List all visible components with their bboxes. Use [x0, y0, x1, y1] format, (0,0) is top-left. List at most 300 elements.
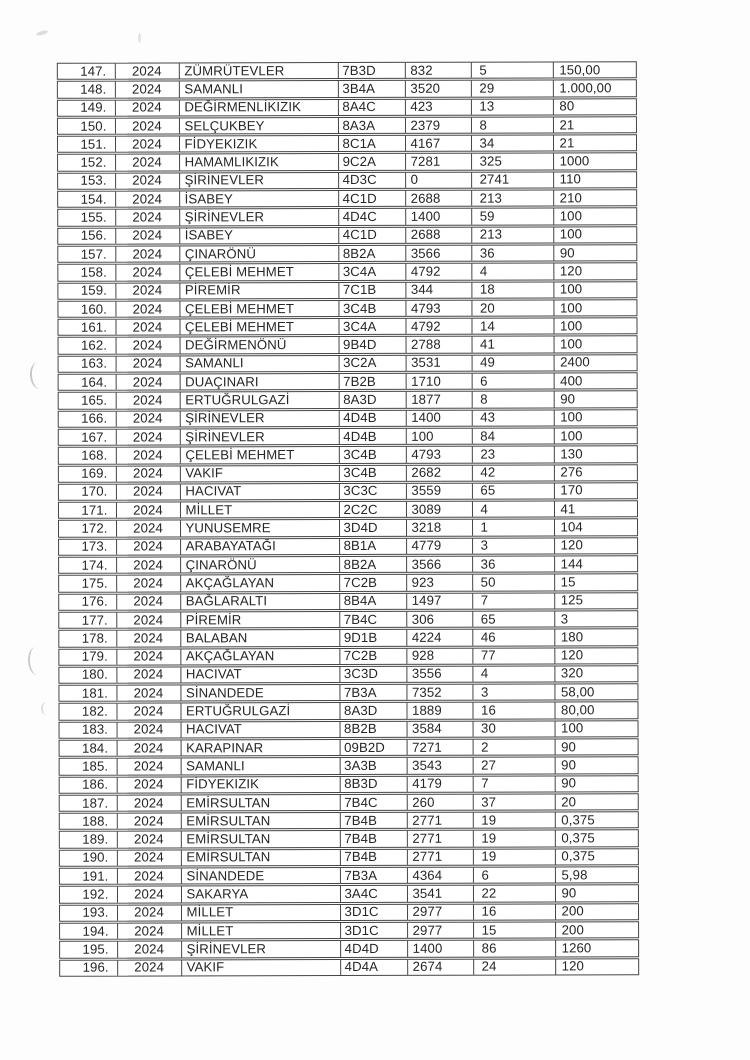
cell-code: 9D1B — [340, 630, 407, 645]
cell-value-1: 3541 — [407, 886, 473, 901]
cell-row-number: 160. — [58, 301, 116, 316]
cell-code: 3C4B — [339, 301, 406, 316]
table-row — [58, 482, 638, 501]
cell-code: 8A3D — [339, 392, 406, 407]
cell-year: 2024 — [115, 82, 179, 97]
table-row — [59, 720, 639, 739]
cell-row-number: 192. — [60, 887, 118, 902]
cell-row-number: 195. — [60, 942, 118, 957]
cell-value-1: 344 — [406, 282, 472, 297]
table-row — [58, 464, 638, 483]
cell-neighborhood-name: ZÜMRÜTEVLER — [179, 63, 338, 79]
cell-value-2: 24 — [474, 959, 556, 975]
cell-value-1: 3089 — [406, 502, 472, 517]
cell-value-3: 0,375 — [561, 849, 595, 864]
table-row — [57, 61, 637, 80]
cell-code: 4D3C — [339, 173, 406, 188]
cell-year: 2024 — [118, 942, 182, 957]
cell-neighborhood-name: ÇELEBİ MEHMET — [180, 447, 339, 463]
cell-year: 2024 — [117, 814, 181, 829]
cell-code: 7B4B — [340, 831, 407, 846]
cell-neighborhood-name: MİLLET — [182, 905, 341, 921]
table-row — [58, 555, 638, 574]
cell-code: 3C4A — [339, 319, 406, 334]
cell-value-1: 1400 — [406, 209, 472, 224]
cell-neighborhood-name: DEĞİRMENLİKIZIK — [179, 100, 338, 116]
table-row — [59, 885, 639, 904]
cell-neighborhood-name: İSABEY — [180, 228, 339, 244]
cell-value-2: 325 — [472, 154, 554, 170]
cell-value-1: 3543 — [407, 758, 473, 773]
cell-code: 3C4B — [339, 465, 406, 480]
cell-year: 2024 — [116, 283, 180, 298]
table-row — [59, 775, 639, 794]
cell-row-number: 149. — [58, 100, 116, 115]
cell-value-2: 46 — [473, 630, 555, 646]
cell-value-1: 260 — [407, 795, 473, 810]
cell-row-number: 175. — [59, 576, 117, 591]
cell-row-number: 186. — [60, 777, 118, 792]
table-row — [59, 866, 639, 885]
table-row — [57, 134, 637, 153]
cell-code: 3D1C — [341, 905, 408, 920]
table-row — [57, 189, 637, 208]
cell-row-number: 188. — [60, 814, 118, 829]
cell-neighborhood-name: EMİRSULTAN — [181, 795, 340, 811]
cell-neighborhood-name: EMİRSULTAN — [181, 850, 340, 866]
cell-value-2: 37 — [473, 794, 555, 810]
cell-value-2: 36 — [472, 245, 554, 261]
cell-value-1: 3566 — [406, 246, 472, 261]
cell-year: 2024 — [117, 850, 181, 865]
cell-value-1: 4793 — [406, 301, 472, 316]
table-row — [59, 830, 639, 849]
cell-row-number: 193. — [60, 905, 118, 920]
table-row — [58, 665, 638, 684]
cell-value-1: 4224 — [407, 630, 473, 645]
cell-row-number: 156. — [58, 228, 116, 243]
table-row — [59, 958, 639, 977]
cell-row-number: 170. — [59, 484, 117, 499]
cell-year: 2024 — [117, 868, 181, 883]
cell-value-3: 90 — [561, 739, 576, 755]
cell-value-1: 306 — [407, 612, 473, 627]
cell-code: 3A3B — [340, 758, 407, 773]
cell-row-number: 150. — [58, 118, 116, 133]
cell-value-3: 80,00 — [560, 702, 595, 718]
cell-value-2: 65 — [473, 611, 555, 627]
cell-value-1: 1889 — [407, 703, 473, 718]
cell-value-2: 1 — [473, 520, 555, 536]
cell-neighborhood-name: ÇELEBİ MEHMET — [180, 319, 339, 335]
cell-year: 2024 — [115, 63, 179, 78]
cell-neighborhood-name: ÇELEBİ MEHMET — [180, 264, 339, 280]
cell-value-1: 4179 — [407, 776, 473, 791]
cell-year: 2024 — [117, 704, 181, 719]
cell-value-1: 4364 — [407, 868, 473, 883]
cell-row-number: 167. — [59, 430, 117, 445]
table-row — [58, 445, 638, 464]
cell-value-2: 50 — [473, 575, 555, 591]
cell-year: 2024 — [116, 338, 180, 353]
cell-value-3: 15 — [560, 574, 576, 590]
cell-neighborhood-name: FİDYEKIZIK — [179, 136, 338, 152]
cell-code: 7B4C — [340, 795, 407, 810]
table-row — [58, 427, 638, 446]
cell-code: 8B4A — [340, 593, 407, 608]
cell-value-3: 21 — [559, 117, 575, 132]
cell-code: 3C2A — [339, 356, 406, 371]
cell-neighborhood-name: ÇELEBİ MEHMET — [180, 301, 339, 317]
cell-value-3: 1.000,00 — [559, 80, 612, 96]
cell-row-number: 189. — [60, 832, 118, 847]
table-row — [58, 537, 638, 556]
cell-code: 4C1D — [339, 228, 406, 243]
cell-year: 2024 — [115, 137, 179, 152]
table-row — [59, 738, 639, 757]
cell-value-2: 7 — [473, 776, 555, 792]
cell-value-3: 210 — [559, 190, 582, 206]
table-row — [58, 336, 638, 355]
cell-value-2: 7 — [473, 593, 555, 609]
cell-value-1: 3531 — [406, 355, 472, 370]
cell-value-3: 120 — [559, 263, 583, 279]
cell-value-3: 100 — [560, 409, 583, 425]
cell-row-number: 162. — [59, 338, 117, 353]
cell-year: 2024 — [118, 905, 182, 920]
table-row — [58, 574, 638, 593]
table-row — [59, 921, 639, 940]
cell-row-number: 176. — [59, 594, 117, 609]
table-row — [58, 500, 638, 519]
cell-value-1: 2771 — [407, 831, 473, 846]
cell-year: 2024 — [116, 210, 180, 225]
cell-code: 7B2B — [339, 374, 406, 389]
cell-year: 2024 — [116, 411, 180, 426]
cell-value-2: 43 — [472, 410, 554, 426]
cell-value-3: 120 — [560, 647, 584, 663]
cell-value-1: 3566 — [407, 557, 473, 572]
cell-value-1: 923 — [407, 575, 473, 590]
cell-code: 9B4D — [339, 337, 406, 352]
cell-value-1: 2688 — [406, 191, 472, 206]
cell-value-2: 42 — [472, 465, 554, 481]
table-row — [58, 628, 638, 647]
cell-value-2: 8 — [471, 117, 553, 133]
cell-value-2: 20 — [472, 300, 554, 316]
table-row — [57, 263, 637, 282]
cell-code: 7C2B — [340, 575, 407, 590]
cell-value-3: 180 — [560, 629, 584, 645]
cell-neighborhood-name: DUAÇINARI — [180, 374, 339, 390]
cell-code: 3C4A — [339, 264, 406, 279]
cell-neighborhood-name: ERTUĞRULGAZİ — [180, 392, 339, 408]
cell-neighborhood-name: MİLLET — [180, 502, 339, 518]
cell-row-number: 161. — [58, 320, 116, 335]
cell-value-3: 144 — [560, 556, 583, 572]
cell-value-1: 2771 — [407, 849, 473, 864]
cell-value-1: 4779 — [407, 538, 473, 553]
cell-value-2: 213 — [472, 227, 554, 243]
cell-value-2: 16 — [474, 904, 556, 920]
cell-value-3: 20 — [561, 794, 577, 809]
cell-neighborhood-name: AKÇAĞLAYAN — [181, 575, 340, 591]
cell-value-3: 100 — [559, 281, 583, 297]
table-row — [57, 299, 637, 318]
cell-value-3: 58,00 — [560, 684, 595, 700]
cell-value-3: 41 — [560, 501, 576, 517]
cell-value-1: 2977 — [408, 904, 474, 919]
cell-value-2: 36 — [473, 556, 555, 572]
cell-neighborhood-name: SİNANDEDE — [181, 685, 340, 701]
cell-value-3: 2400 — [560, 354, 590, 370]
cell-value-1: 1400 — [406, 410, 472, 425]
cell-row-number: 183. — [60, 722, 118, 737]
cell-value-1: 2674 — [408, 959, 474, 974]
table-row — [58, 592, 638, 611]
table-row — [58, 610, 638, 629]
cell-value-3: 130 — [560, 446, 583, 462]
cell-year: 2024 — [117, 887, 181, 902]
cell-value-2: 30 — [473, 721, 555, 737]
cell-value-3: 104 — [560, 519, 583, 535]
cell-value-2: 19 — [473, 831, 555, 847]
cell-value-3: 100 — [559, 300, 583, 315]
cell-row-number: 158. — [58, 265, 116, 280]
cell-neighborhood-name: EMİRSULTAN — [181, 831, 340, 847]
cell-code: 4D4B — [339, 429, 406, 444]
cell-neighborhood-name: ÇINARÖNÜ — [181, 557, 340, 573]
table-row — [57, 171, 637, 190]
cell-value-2: 59 — [472, 209, 554, 225]
cell-row-number: 174. — [59, 558, 117, 573]
cell-year: 2024 — [116, 155, 180, 170]
cell-neighborhood-name: HACIVAT — [181, 722, 340, 738]
cell-row-number: 152. — [58, 155, 116, 170]
cell-value-3: 90 — [561, 757, 577, 773]
cell-year: 2024 — [118, 923, 182, 938]
cell-year: 2024 — [118, 960, 182, 975]
table-row — [57, 281, 637, 300]
cell-value-2: 34 — [471, 136, 553, 152]
cell-neighborhood-name: BALABAN — [181, 630, 340, 646]
cell-year: 2024 — [116, 228, 180, 243]
cell-value-3: 125 — [560, 592, 584, 608]
cell-value-2: 77 — [473, 648, 555, 664]
cell-value-3: 120 — [560, 537, 583, 553]
cell-value-2: 16 — [473, 703, 555, 719]
cell-code: 4C1D — [339, 191, 406, 206]
cell-value-3: 1000 — [559, 153, 590, 169]
cell-value-2: 29 — [471, 81, 553, 97]
table-row — [59, 757, 639, 776]
cell-value-1: 2771 — [407, 813, 473, 828]
cell-value-3: 320 — [560, 666, 584, 681]
cell-year: 2024 — [117, 631, 181, 646]
cell-code: 8B2A — [340, 557, 407, 572]
scan-mark-paren — [29, 361, 49, 389]
cell-year: 2024 — [116, 356, 180, 371]
cell-neighborhood-name: BAĞLARALTI — [181, 594, 340, 610]
cell-year: 2024 — [117, 649, 181, 664]
cell-neighborhood-name: ŞİRİNEVLER — [180, 209, 339, 225]
cell-year: 2024 — [117, 539, 181, 554]
cell-row-number: 178. — [59, 631, 117, 646]
cell-value-3: 100 — [559, 226, 583, 242]
cell-code: 7B4C — [340, 612, 407, 627]
cell-neighborhood-name: SİNANDEDE — [181, 868, 340, 884]
cell-value-1: 3559 — [406, 484, 472, 499]
cell-neighborhood-name: AKÇAĞLAYAN — [181, 649, 340, 665]
records-table — [57, 61, 639, 977]
cell-value-2: 49 — [472, 355, 554, 371]
cell-code: 3C4B — [339, 447, 406, 462]
cell-value-3: 90 — [560, 391, 576, 407]
cell-value-3: 90 — [561, 885, 577, 901]
cell-neighborhood-name: ŞİRİNEVLER — [180, 173, 339, 189]
cell-value-2: 18 — [472, 282, 554, 298]
cell-code: 7C1B — [339, 282, 406, 297]
table-row — [58, 372, 638, 391]
cell-neighborhood-name: PİREMİR — [180, 283, 339, 299]
cell-year: 2024 — [116, 374, 180, 389]
cell-value-1: 2379 — [405, 118, 471, 133]
cell-value-1: 1497 — [407, 593, 473, 608]
cell-neighborhood-name: HACIVAT — [180, 484, 339, 500]
table-row — [59, 903, 639, 922]
cell-row-number: 159. — [58, 283, 116, 298]
cell-code: 3D4D — [340, 520, 407, 535]
cell-value-3: 21 — [559, 135, 575, 151]
cell-code: 8C1A — [338, 136, 405, 151]
cell-code: 3C3D — [340, 667, 407, 682]
cell-row-number: 155. — [58, 210, 116, 225]
cell-value-1: 7271 — [407, 740, 473, 755]
cell-value-1: 4167 — [405, 136, 471, 151]
cell-neighborhood-name: ŞİRİNEVLER — [182, 941, 341, 957]
cell-year: 2024 — [116, 393, 180, 408]
cell-code: 4D4D — [341, 941, 408, 956]
table-row — [57, 153, 637, 172]
cell-row-number: 153. — [58, 173, 116, 188]
cell-value-3: 3 — [560, 611, 569, 626]
cell-code: 7C2B — [340, 648, 407, 663]
cell-value-2: 27 — [473, 758, 555, 774]
cell-row-number: 181. — [59, 686, 117, 701]
cell-row-number: 173. — [59, 539, 117, 554]
table-row — [59, 848, 639, 867]
cell-year: 2024 — [117, 557, 181, 572]
cell-value-3: 200 — [561, 922, 584, 938]
scan-speck — [138, 33, 141, 43]
cell-value-1: 832 — [405, 63, 471, 78]
cell-value-1: 0 — [406, 172, 472, 187]
cell-value-1: 1877 — [406, 392, 472, 407]
cell-value-2: 23 — [472, 447, 554, 463]
cell-row-number: 147. — [58, 64, 116, 79]
cell-value-1: 4793 — [406, 447, 472, 462]
cell-code: 8A3D — [340, 703, 407, 718]
cell-value-3: 400 — [560, 373, 583, 389]
cell-row-number: 187. — [60, 795, 118, 810]
cell-value-2: 22 — [473, 886, 555, 902]
cell-value-2: 213 — [472, 191, 554, 207]
cell-year: 2024 — [115, 100, 179, 115]
cell-value-3: 90 — [561, 775, 577, 791]
cell-year: 2024 — [117, 594, 181, 609]
cell-year: 2024 — [116, 448, 180, 463]
cell-row-number: 196. — [60, 960, 118, 975]
table-row — [57, 80, 637, 99]
cell-value-1: 2688 — [406, 227, 472, 242]
cell-neighborhood-name: SAMANLI — [180, 356, 339, 372]
cell-neighborhood-name: ARABAYATAĞI — [181, 539, 340, 555]
cell-code: 8B2A — [339, 246, 406, 261]
cell-row-number: 177. — [59, 613, 117, 628]
cell-row-number: 184. — [60, 741, 118, 756]
cell-neighborhood-name: ERTUĞRULGAZİ — [181, 703, 340, 719]
cell-year: 2024 — [116, 301, 180, 316]
cell-value-1: 4792 — [406, 264, 472, 279]
scan-speck — [36, 30, 49, 37]
cell-row-number: 190. — [60, 850, 118, 865]
table-row — [58, 391, 638, 410]
table-row — [57, 208, 637, 227]
cell-year: 2024 — [116, 265, 180, 280]
cell-neighborhood-name: EMİRSULTAN — [181, 813, 340, 829]
cell-year: 2024 — [115, 118, 179, 133]
cell-row-number: 169. — [59, 466, 117, 481]
cell-row-number: 185. — [60, 759, 118, 774]
table-row — [58, 519, 638, 538]
cell-value-3: 120 — [561, 958, 585, 974]
cell-value-3: 200 — [561, 903, 584, 919]
cell-year: 2024 — [117, 832, 181, 847]
cell-neighborhood-name: PİREMİR — [181, 612, 340, 628]
cell-value-3: 170 — [560, 483, 583, 498]
cell-year: 2024 — [116, 429, 180, 444]
cell-year: 2024 — [116, 192, 180, 207]
cell-value-1: 2682 — [406, 465, 472, 480]
cell-neighborhood-name: SELÇUKBEY — [179, 118, 338, 134]
cell-year: 2024 — [116, 320, 180, 335]
cell-value-1: 2788 — [406, 337, 472, 352]
cell-year: 2024 — [116, 484, 180, 499]
cell-neighborhood-name: MİLLET — [182, 923, 341, 939]
cell-neighborhood-name: KARAPINAR — [181, 740, 340, 756]
cell-row-number: 180. — [59, 667, 117, 682]
cell-value-3: 100 — [561, 720, 584, 736]
cell-code: 4D4A — [341, 959, 408, 974]
cell-year: 2024 — [117, 722, 181, 737]
cell-row-number: 171. — [59, 503, 117, 518]
cell-value-3: 276 — [560, 464, 583, 480]
cell-value-1: 3218 — [407, 520, 473, 535]
cell-value-1: 1400 — [408, 941, 474, 956]
scan-mark-paren — [41, 702, 51, 715]
cell-row-number: 191. — [60, 869, 118, 884]
cell-value-3: 5,98 — [561, 867, 588, 883]
cell-value-2: 8 — [472, 392, 554, 408]
cell-neighborhood-name: ŞİRİNEVLER — [180, 429, 339, 445]
cell-code: 7B3D — [338, 63, 405, 78]
cell-row-number: 172. — [59, 521, 117, 536]
cell-neighborhood-name: İSABEY — [180, 191, 339, 207]
cell-year: 2024 — [117, 521, 181, 536]
cell-code: 7B4B — [340, 813, 407, 828]
cell-neighborhood-name: ŞİRİNEVLER — [180, 411, 339, 427]
cell-value-1: 1710 — [406, 374, 472, 389]
